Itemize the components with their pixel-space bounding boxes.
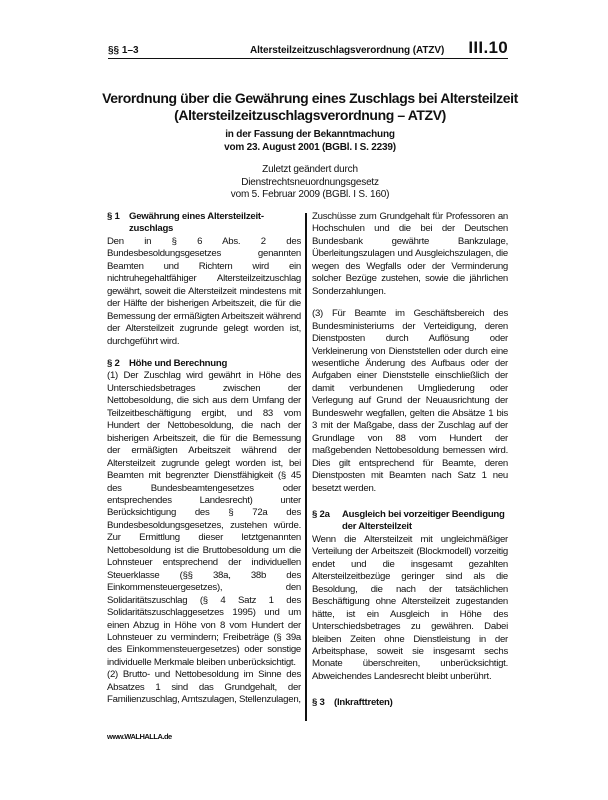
section-range: §§ 1–3 [108, 45, 139, 56]
section-2-paragraph-2-start: (2) Brutto- und Nettobesoldung im Sinne des Absatzes 1 sind das Grundgehalt, der Familienzuschlag, Amtszulagen, Stellenzulagen, [107, 669, 301, 706]
amendment-line-2: Dienstrechtsneuordnungsgesetz [241, 176, 379, 188]
publication-info [100, 129, 520, 154]
section-3-number: § 3 [312, 697, 325, 709]
section-2-title: Höhe und Berechnung [129, 357, 228, 369]
publication-line-2: vom 23. August 2001 (BGBl. I S. 2239) [224, 141, 396, 153]
running-header [108, 38, 508, 59]
document-title [100, 90, 520, 124]
section-1-heading [107, 211, 301, 236]
chapter-number: III.10 [468, 38, 508, 57]
amendment-line-1: Zuletzt geändert durch [262, 164, 358, 175]
section-3-title: (Inkrafttreten) [334, 697, 393, 709]
right-column [312, 211, 508, 710]
section-2-number: § 2 [107, 357, 120, 369]
publisher-url: www.WALHALLA.de [107, 732, 172, 741]
section-2-paragraph-3: (3) Für Beamte im Geschäftsbereich des Bundesministeriums der Verteidigung, deren Dienstposten durch Auflösung oder Verkleinerung von Dienststellen oder durch eine wesentliche Änderung des Aufbaus oder der Aufgaben einer Dienststelle einschließlich der damit verbundenen Umgliederung oder Verlegung auf Grund der Neuausrichtung der Bundeswehr wegfallen, gelten die Absätze 1 bis 3 mit der Maßgabe, dass der Zuschlag auf der Grundlage von 88 vom Hundert der maßgebenden Nettobesoldung bemessen wird. Dies gilt entsprechend für Beamte, deren Dienstposten mit Beamten nach Satz 1 neu besetzt werden. [312, 308, 508, 494]
title-line-1: Verordnung über die Gewährung eines Zuschlags bei Altersteilzeit [102, 90, 518, 106]
column-divider [305, 213, 307, 721]
section-2a-heading [312, 509, 508, 534]
section-2a-text: Wenn die Altersteilzeit mit ungleichmäßiger Verteilung der Arbeitszeit (Blockmodell) vorzeitig endet und die insgesamt gezahlten Altersteilzeitbezüge geringer sind als die Besoldung, die nach der tatsächlichen Beschäftigung ohne Altersteilzeit zugestanden hätte, ist ein Ausgleich in Höhe des Unterschiedsbetrages zu gewähren. Dabei bleiben Zeiten ohne Dienstleistung in der Arbeitsphase, soweit sie insgesamt sechs Monate überschreiten, unberücksichtigt. Abweichendes Landesrecht bleibt unberührt. [312, 533, 508, 682]
section-3-heading [312, 697, 508, 709]
section-1-title: Gewährung eines Altersteilzeitzuschlags [129, 211, 265, 235]
amendment-note [180, 164, 440, 202]
left-column [107, 211, 301, 707]
section-2-paragraph-2-continued: Zuschüsse zum Grundgehalt für Professoren an Hochschulen und die bei der Deutschen Bundesbank gewährte Bankzulage, Überleitungszulagen und Ausgleichszulagen, die wegen des Wegfalls oder der Verminderung solcher Bezüge zustehen, sowie die jährlichen Sonderzahlungen. [312, 211, 508, 297]
section-2-heading [107, 358, 301, 370]
amendment-line-3: vom 5. Februar 2009 (BGBl. I S. 160) [230, 189, 390, 200]
publication-line-1: in der Fassung der Bekanntmachung [225, 129, 395, 140]
running-title: Altersteilzeitzuschlagsverordnung (ATZV) [250, 45, 445, 56]
title-line-2: (Altersteilzeitzuschlagsverordnung – ATZV) [174, 107, 446, 123]
section-1-number: § 1 [107, 211, 120, 222]
section-2a-number: § 2a [312, 508, 330, 520]
section-2a-title: Ausgleich bei vorzeitiger Beendigung der Altersteilzeit [342, 508, 505, 533]
section-1-text: Den in § 6 Abs. 2 des Bundesbesoldungsgesetzes genannten Beamten und Richtern wird ein nichtruhegehaltfähiger Altersteilzeitzuschlag gewährt, soweit die Altersteilzeit mindestens mit der Hälfte der bisherigen Arbeitszeit, die für die Bemessung der ermäßigten Arbeitszeit während der Altersteilzeit zugrunde gelegt worden ist, durchgeführt wird. [107, 235, 301, 347]
document-title-block [100, 90, 520, 154]
section-2-paragraph-1: (1) Der Zuschlag wird gewährt in Höhe des Unterschiedsbetrages zwischen der Nettobesoldung, die sich aus dem Umfang der Teilzeitbeschäftigung ergibt, und 83 vom Hundert der Nettobesoldung, die nach der bisherigen Arbeitszeit, die für die Bemessung der ermäßigten Arbeitszeit während der Altersteilzeit zugrunde gelegt worden ist, bei Beamten mit begrenzter Dienstfähigkeit (§ 45 des Bundesbeamtengesetzes oder entsprechendes Landesrecht) unter Berücksichtigung des § 72a des Bundesbesoldungsgesetzes, zustehen würde. Zur Ermittlung dieser letztgenannten Nettobesoldung ist die Bruttobesoldung um die Lohnsteuer entsprechend der individuellen Steuerklasse (§§ 38a, 38b des Einkommensteuergesetzes), den Solidaritätszuschlag (§ 4 Satz 1 des Solidaritätszuschlaggesetzes 1995) und um einen Abzug in Höhe von 8 vom Hundert der Lohnsteuer zu vermindern; Freibeträge (§ 39a des Einkommensteuergesetzes) oder sonstige individuelle Merkmale bleiben unberücksichtigt. [107, 370, 301, 668]
